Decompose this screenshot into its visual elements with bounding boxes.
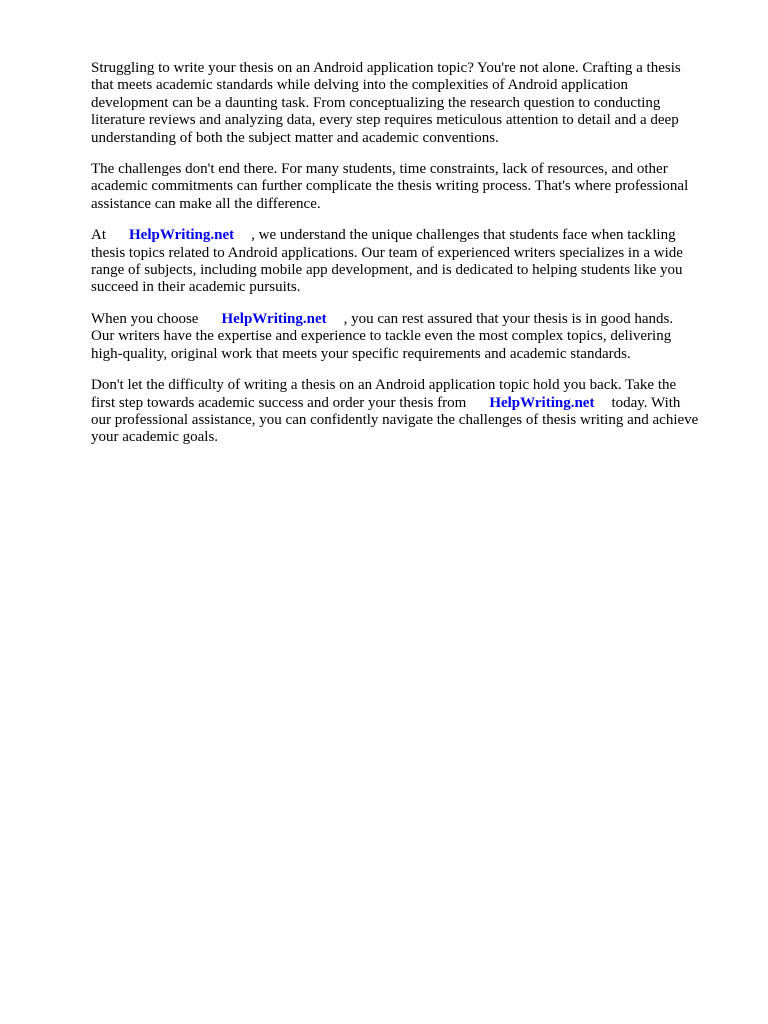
text-segment: , we understand the unique challenges that students face when tackling [251, 227, 676, 244]
text-line [91, 395, 727, 412]
text-line [91, 311, 727, 328]
helpwriting-link[interactable]: HelpWriting.net [221, 310, 327, 327]
text-line: literature reviews and analyzing data, every step requires meticulous attention to detail and a deep [91, 112, 679, 129]
text-line: our professional assistance, you can confidently navigate the challenges of thesis writing and achieve [91, 411, 699, 428]
text-segment: today. With [611, 394, 681, 411]
text-line: The challenges don't end there. For many students, time constraints, lack of resources, and other [91, 161, 668, 178]
text-line: Our writers have the expertise and experience to tackle even the most complex topics, delivering [91, 328, 672, 345]
text-line: Don't let the difficulty of writing a thesis on an Android application topic hold you back. Take the [91, 377, 677, 394]
paragraph-about [91, 227, 727, 297]
text-line [91, 227, 727, 244]
text-line: high-quality, original work that meets your specific requirements and academic standards. [91, 345, 631, 362]
paragraph-choose [91, 311, 727, 363]
text-line: development can be a daunting task. From conceptualizing the research question to conducting [91, 94, 661, 111]
text-line: understanding of both the subject matter and academic conventions. [91, 129, 499, 146]
text-line: Struggling to write your thesis on an Android application topic? You're not alone. Crafting a thesis [91, 60, 681, 76]
text-line: that meets academic standards while delving into the complexities of Android application [91, 77, 628, 94]
paragraph-challenges [91, 161, 727, 213]
text-segment: When you choose [91, 310, 199, 327]
document-body [91, 60, 727, 461]
text-segment: first step towards academic success and order your thesis from [91, 394, 467, 411]
paragraph-call-to-action [91, 377, 727, 447]
helpwriting-link[interactable]: HelpWriting.net [129, 227, 235, 244]
text-segment: At [91, 227, 106, 244]
text-segment: , you can rest assured that your thesis is in good hands. [343, 310, 674, 327]
text-line: academic commitments can further complicate the thesis writing process. That's where professional [91, 178, 689, 195]
helpwriting-link[interactable]: HelpWriting.net [489, 394, 595, 411]
text-line: succeed in their academic pursuits. [91, 279, 301, 296]
text-line: thesis topics related to Android applications. Our team of experienced writers specializes in a wide [91, 244, 683, 261]
paragraph-intro [91, 60, 727, 147]
text-line: your academic goals. [91, 429, 219, 446]
text-line: assistance can make all the difference. [91, 195, 321, 212]
text-line: range of subjects, including mobile app development, and is dedicated to helping students like you [91, 262, 683, 279]
